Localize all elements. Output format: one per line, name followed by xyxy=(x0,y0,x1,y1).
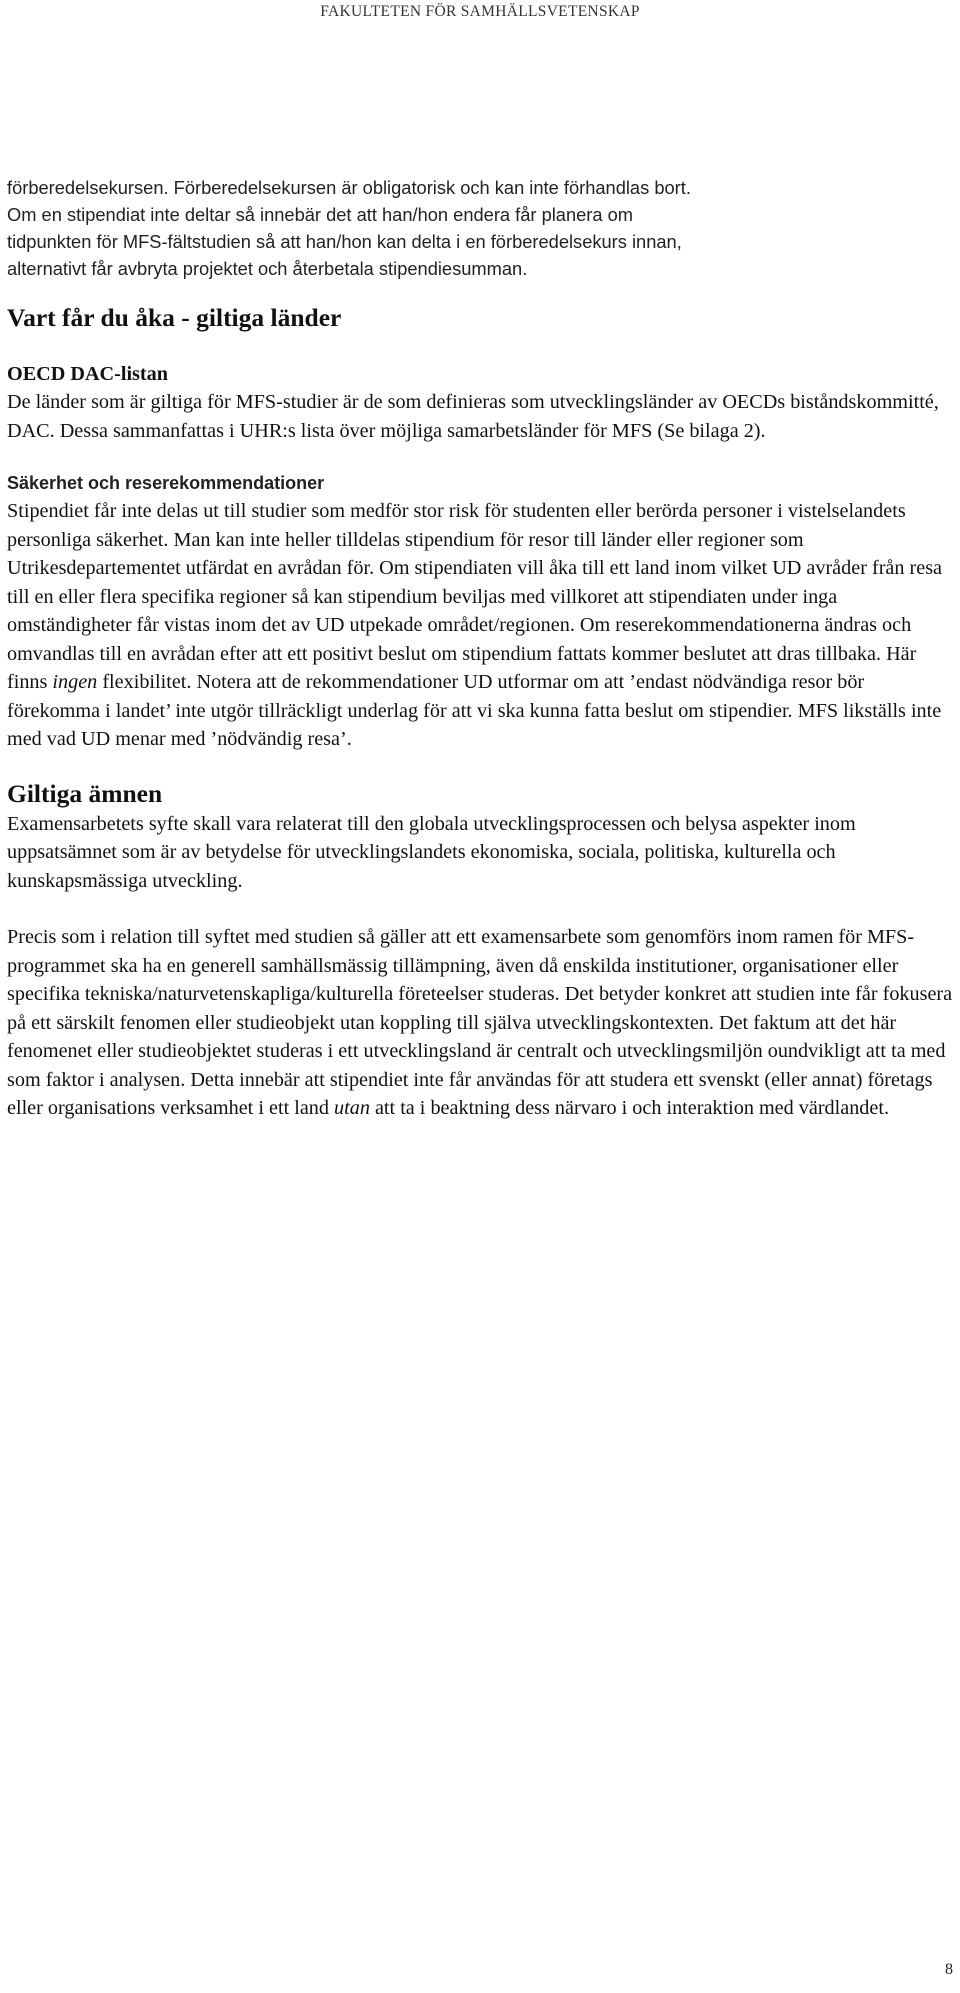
safety-heading: Säkerhet och reserekommendationer xyxy=(7,473,325,493)
running-header: FAKULTETEN FÖR SAMHÄLLSVETENSKAP xyxy=(320,3,640,20)
intro-line: Om en stipendiat inte deltar så innebär det att han/hon endera får planera om xyxy=(7,204,634,225)
page-number: 8 xyxy=(945,1961,953,1978)
subjects-text-1: Precis som i relation till syftet med studien så gäller att ett examensarbete som genomförs inom ramen för MFS-programmet ska ha en generell samhällsmässig tillämpning, även då enskilda institutioner, organisationer eller specifika tekniska/naturvetenskapliga/kulturella företeelser studeras. Det betyder konkret att studien inte får fokusera på ett särskilt fenomen eller studieobjekt utan koppling till själva utvecklingskontexten. Det faktum att det här fenomenet eller studieobjektet studeras i ett utvecklingsland är centralt och utvecklingsmiljön oundvikligt att ta med som faktor i analysen. Detta innebär att stipendiet inte får användas för att studera ett svenskt (eller annat) företags eller organisations verksamhet i ett land xyxy=(7,926,953,1119)
section-title-subjects: Giltiga ämnen xyxy=(7,778,163,808)
intro-line: förberedelsekursen. Förberedelsekursen är obligatorisk och kan inte förhandlas bort. xyxy=(7,177,691,198)
subjects-emphasis: utan xyxy=(334,1097,370,1119)
oecd-paragraph: De länder som är giltiga för MFS-studier är de som definieras som utvecklingsländer av OECDs biståndskommitté, DAC. Dessa sammanfattas i UHR:s lista över möjliga samarbetsländer för MFS (Se bilaga 2). xyxy=(7,391,939,442)
intro-line: alternativt får avbryta projektet och återbetala stipendiesumman. xyxy=(7,258,528,279)
intro-line: tidpunkten för MFS-fältstudien så att han/hon kan delta i en förberedelsekurs innan, xyxy=(7,231,682,252)
oecd-heading: OECD DAC-listan xyxy=(7,363,168,385)
section-title-countries: Vart får du åka - giltiga länder xyxy=(7,303,342,332)
safety-paragraph xyxy=(7,497,955,754)
subjects-paragraph-2 xyxy=(7,923,955,1123)
safety-text-1: Stipendiet får inte delas ut till studier som medför stor risk för studenten eller berörda personer i vistelselandets personliga säkerhet. Man kan inte heller tilldelas stipendium för resor till länder eller regioner som Utrikesdepartementet utfärdat en avrådan för. Om stipendiaten vill åka till ett land inom vilket UD avråder från resa till en eller flera specifika regioner så kan stipendium beviljas med villkoret att stipendiaten under inga omständigheter får vistas inom det av UD utpekade området/regionen. Om reserekommendationerna ändras och omvandlas till en avrådan efter att ett positivt beslut om stipendium fattats kommer beslutet att dras tillbaka. Här finns xyxy=(7,500,943,693)
subjects-text-2: att ta i beaktning dess närvaro i och interaktion med värdlandet. xyxy=(369,1097,890,1119)
subjects-paragraph-1: Examensarbetets syfte skall vara relaterat till den globala utvecklingsprocessen och belysa aspekter inom uppsatsämnet som är av betydelse för utvecklingslandets ekonomiska, sociala, politiska, kulturella och kunskapsmässiga utveckling. xyxy=(7,812,856,892)
safety-text-2: flexibilitet. Notera att de rekommendationer UD utformar om att ’endast nödvändiga resor bör förekomma i landet’ inte utgör tillräckligt underlag för att vi ska kunna fatta beslut om stipendier. MFS likställs inte med vad UD menar med ’nödvändig resa’. xyxy=(7,671,942,750)
intro-paragraph xyxy=(7,174,955,282)
document-body xyxy=(7,174,955,1123)
safety-emphasis: ingen xyxy=(52,671,98,693)
